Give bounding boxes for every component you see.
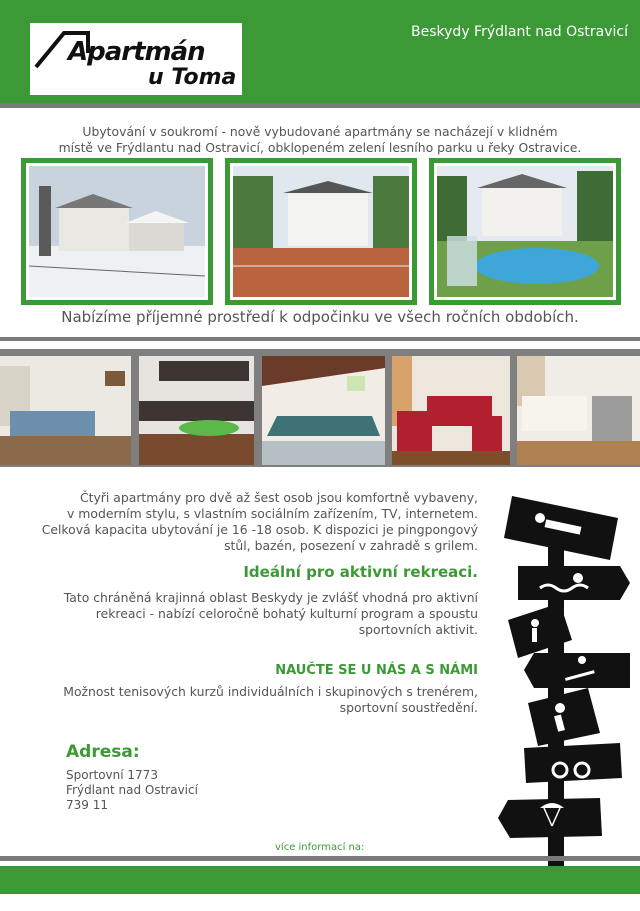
house-winter-image	[29, 166, 205, 297]
description-text	[30, 490, 478, 554]
intro-line: místě ve Frýdlantu nad Ostravicí, obklopeném zelení lesního parku u řeky Ostravice.	[58, 140, 582, 155]
learn-line: Možnost tenisových kurzů individuálních i skupinových s trenérem,	[63, 684, 478, 699]
pingpong-image	[262, 356, 385, 465]
photo-livingroom[interactable]	[392, 356, 510, 465]
logo-title: Apartmán	[68, 37, 205, 67]
divider	[0, 856, 640, 861]
photo-kitchen[interactable]	[139, 356, 254, 465]
learn-line: sportovní soustředění.	[339, 700, 478, 715]
description-line: Celková kapacita ubytování je 16 -18 osob. K dispozici je pingpongový	[41, 522, 478, 537]
description-line: Čtyři apartmány pro dvě až šest osob jsou komfortně vybaveny,	[79, 490, 478, 505]
learn-heading: NAUČTE SE U NÁS A S NÁMI	[275, 663, 478, 678]
footer-banner	[0, 866, 640, 894]
signpost-icon	[490, 488, 640, 886]
photo-house-winter[interactable]	[21, 158, 213, 305]
bedroom-2-image	[517, 356, 640, 465]
intro-line: Ubytování v soukromí - nově vybudované apartmány se nacházejí v klidném	[82, 124, 558, 139]
divider	[0, 103, 640, 108]
intro-text	[40, 124, 600, 156]
tagline: Beskydy Frýdlant nad Ostravicí	[411, 24, 628, 40]
divider	[0, 337, 640, 341]
description-line: v moderním stylu, s vlastním sociálním zařízením, TV, internetem.	[67, 506, 478, 521]
slogan: Nabízíme příjemné prostředí k odpočinku ve všech ročních obdobích.	[61, 308, 579, 326]
livingroom-image	[392, 356, 510, 465]
photo-house-tennis[interactable]	[225, 158, 417, 305]
photo-bedroom-2[interactable]	[517, 356, 640, 465]
address-zip: 739 11	[66, 798, 108, 812]
logo[interactable]	[30, 23, 242, 95]
logo-subtitle: u Toma	[148, 65, 237, 90]
address-city: Frýdlant nad Ostravicí	[66, 783, 198, 797]
house-pool-image	[437, 166, 613, 297]
photo-bedroom[interactable]	[0, 356, 131, 465]
active-heading: Ideální pro aktivní rekreaci.	[243, 563, 478, 581]
address-street: Sportovní 1773	[66, 768, 158, 782]
active-line: rekreaci - nabízí celoročně bohatý kulturní program a spoustu	[95, 606, 478, 621]
more-info-text: více informací na:	[275, 842, 365, 853]
kitchen-image	[139, 356, 254, 465]
address-label: Adresa:	[66, 742, 140, 762]
photo-house-pool[interactable]	[429, 158, 621, 305]
active-line: Tato chráněná krajinná oblast Beskydy je zvlášť vhodná pro aktivní	[63, 590, 478, 605]
active-line: sportovních aktivit.	[358, 622, 478, 637]
house-tennis-image	[233, 166, 409, 297]
active-text	[30, 590, 478, 638]
bedroom-image	[0, 356, 131, 465]
photo-pingpong[interactable]	[262, 356, 385, 465]
description-line: stůl, bazén, posezení v zahradě s grilem.	[224, 538, 478, 553]
learn-text	[30, 684, 478, 716]
